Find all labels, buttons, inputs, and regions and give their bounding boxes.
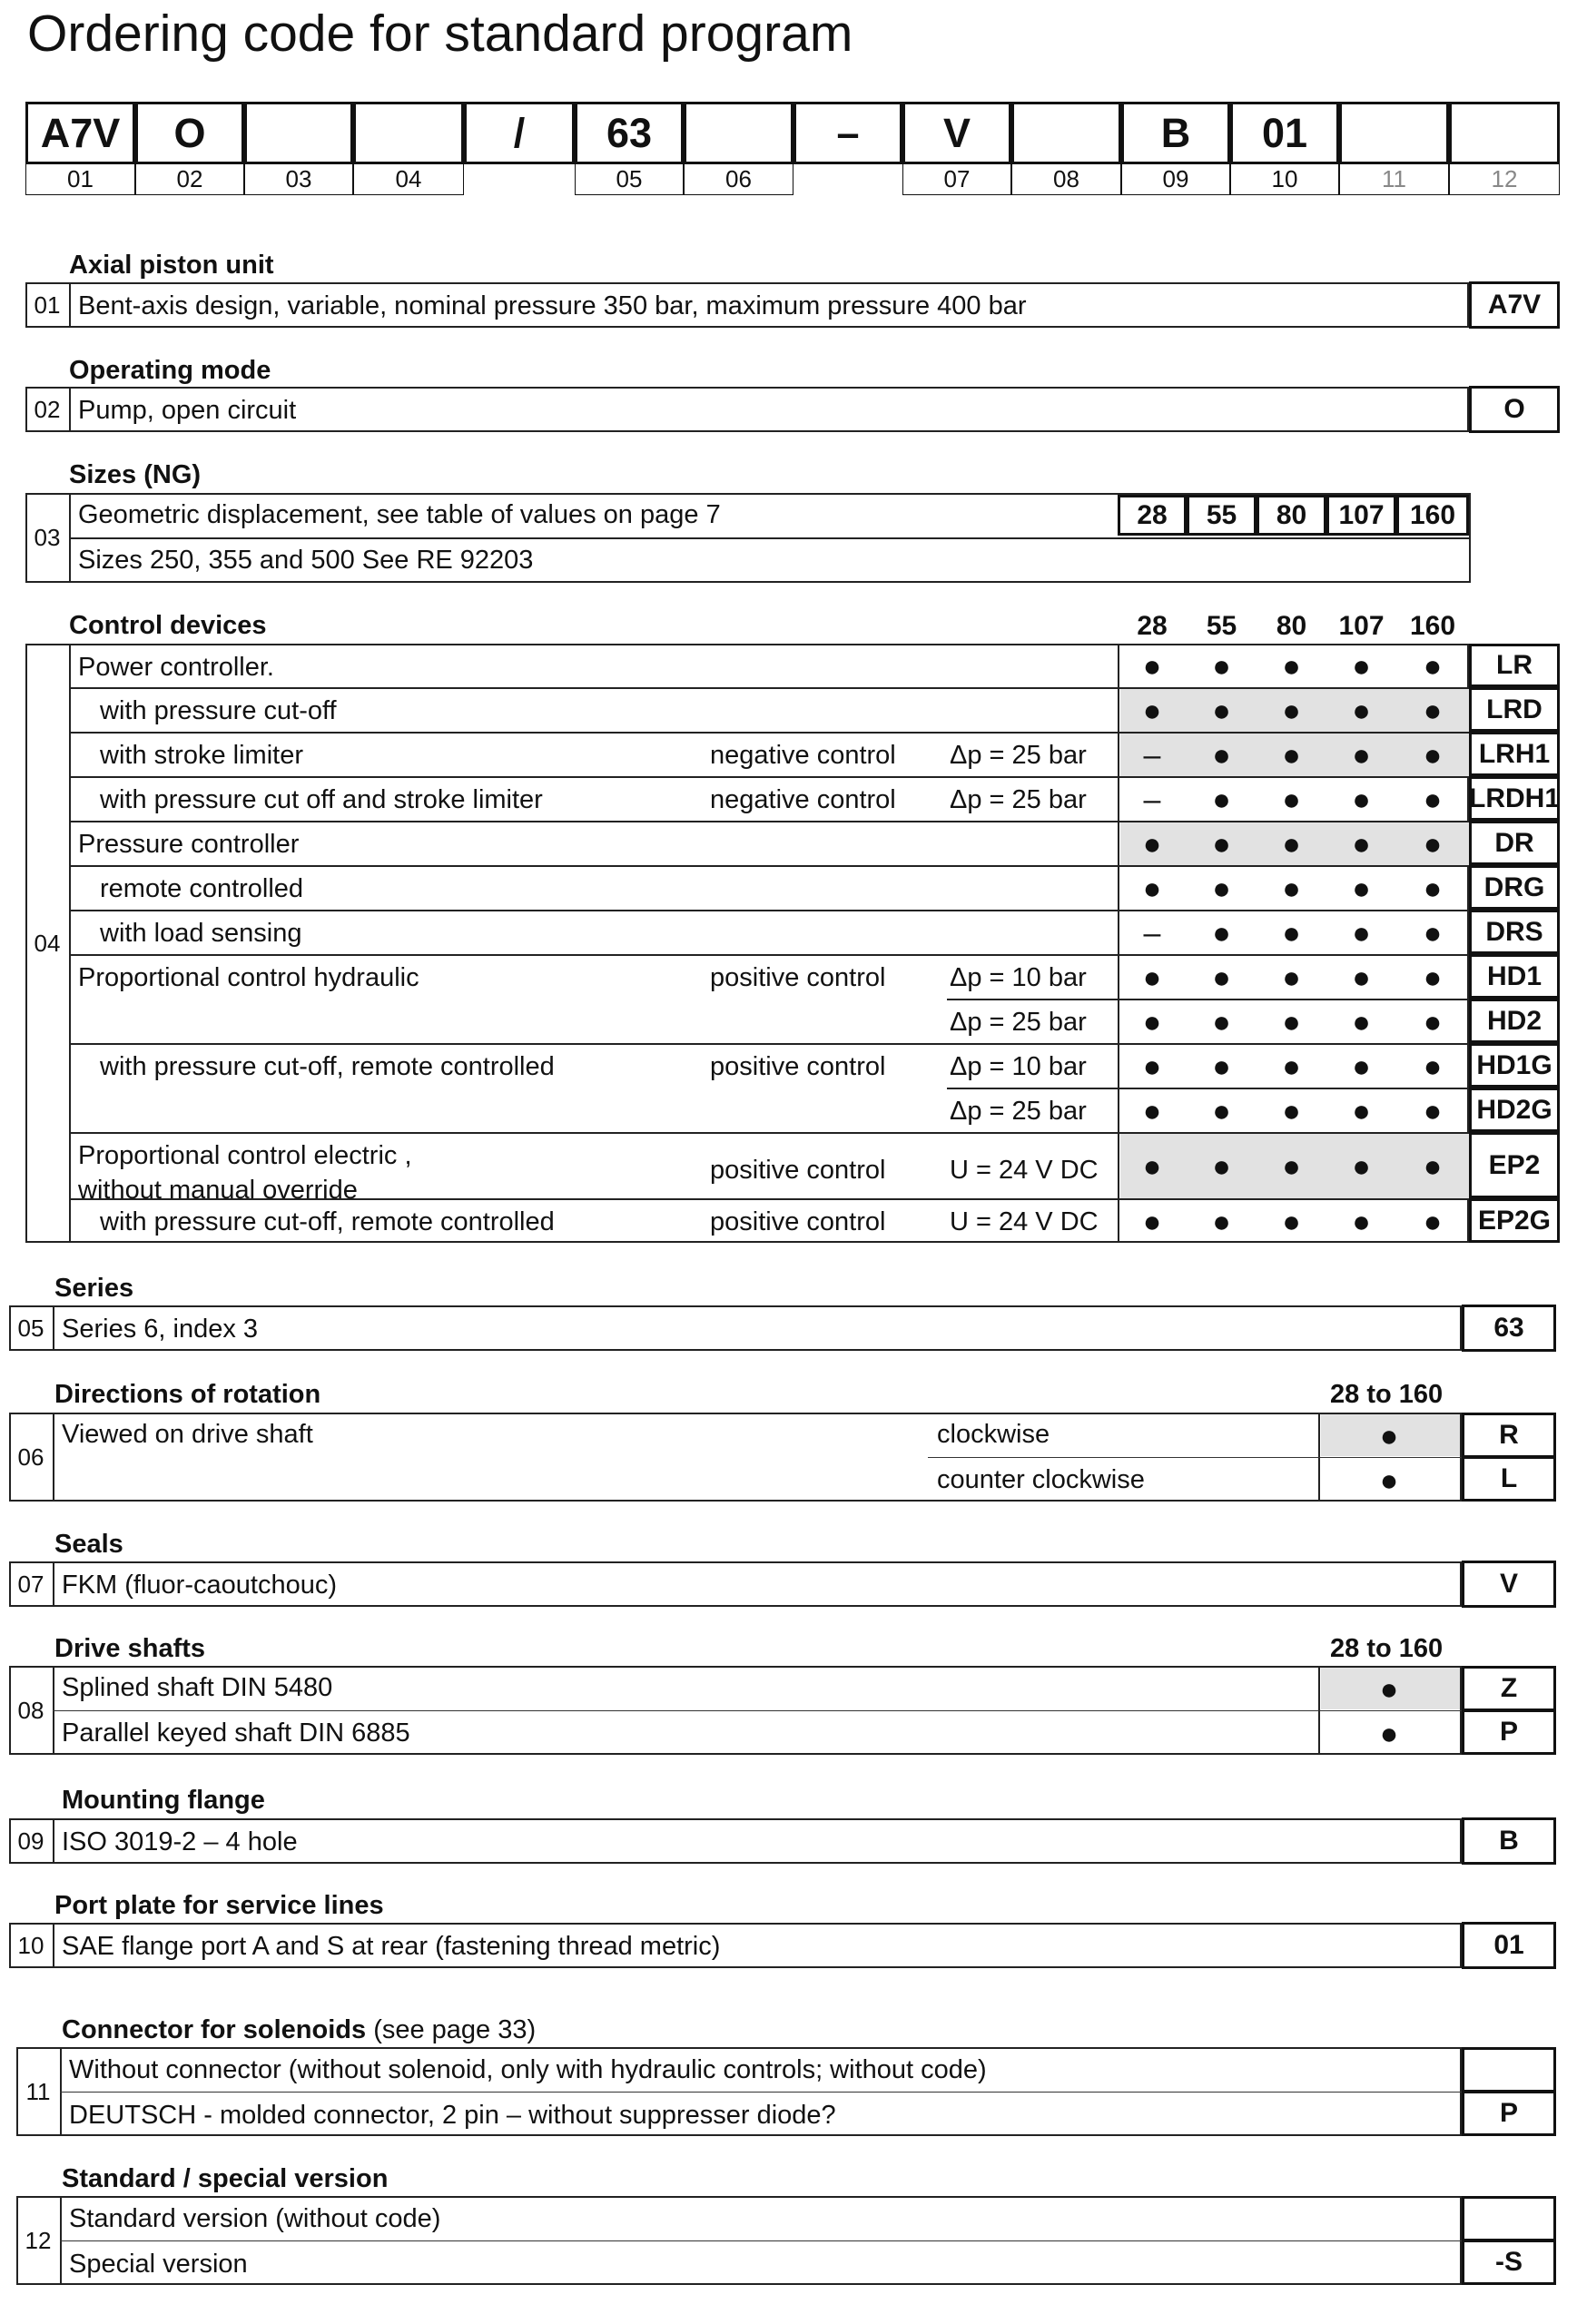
control-parameter: Δp = 25 bar bbox=[950, 741, 1087, 770]
option-text: Special version bbox=[69, 2250, 248, 2279]
availability-dot: ● bbox=[1379, 1672, 1399, 1707]
control-label: without manual override bbox=[78, 1176, 358, 1205]
availability-dot: ● bbox=[1142, 1205, 1162, 1239]
code-position-number: 06 bbox=[684, 164, 793, 195]
availability-dot: ● bbox=[1142, 872, 1162, 906]
availability-dot: ● bbox=[1379, 1419, 1399, 1453]
availability-dot: ● bbox=[1423, 1005, 1443, 1039]
code-position-number: 12 bbox=[1449, 164, 1560, 195]
code-box: 01 bbox=[1462, 1922, 1556, 1969]
control-mode: positive control bbox=[710, 1052, 886, 1081]
code-cell bbox=[1339, 102, 1449, 164]
position-number: 04 bbox=[34, 929, 61, 957]
code-box: P bbox=[1462, 1709, 1556, 1755]
section-heading: Mounting flange bbox=[62, 1786, 265, 1815]
option-text: Pump, open circuit bbox=[78, 396, 297, 425]
availability-dot: ● bbox=[1423, 783, 1443, 817]
code-box: 63 bbox=[1462, 1305, 1556, 1352]
size-value: 55 bbox=[1187, 495, 1257, 536]
availability-dot: ● bbox=[1423, 1149, 1443, 1184]
availability-dot: ● bbox=[1352, 1205, 1371, 1239]
option-text: Sizes 250, 355 and 500 See RE 92203 bbox=[78, 546, 534, 575]
control-mode: positive control bbox=[710, 1156, 886, 1185]
control-parameter: U = 24 V DC bbox=[950, 1156, 1099, 1185]
availability-dot: ● bbox=[1212, 1049, 1231, 1084]
availability-dot: ● bbox=[1352, 649, 1371, 684]
control-parameter: Δp = 10 bar bbox=[950, 1052, 1087, 1081]
control-label: with load sensing bbox=[100, 919, 302, 948]
option-text: clockwise bbox=[937, 1420, 1050, 1449]
position-number: 02 bbox=[34, 395, 61, 423]
availability-dot: ● bbox=[1352, 694, 1371, 728]
availability-dot: ● bbox=[1423, 649, 1443, 684]
availability-dot: ● bbox=[1352, 960, 1371, 995]
availability-dot: ● bbox=[1212, 1005, 1231, 1039]
code-position-number: 04 bbox=[353, 164, 464, 195]
option-text: FKM (fluor-caoutchouc) bbox=[62, 1571, 337, 1600]
control-label: Power controller. bbox=[78, 653, 274, 682]
position-number: 06 bbox=[17, 1443, 44, 1471]
code-box bbox=[1462, 2047, 1556, 2093]
availability-dot: ● bbox=[1423, 738, 1443, 773]
control-parameter: Δp = 25 bar bbox=[950, 1097, 1087, 1126]
not-available-mark: – bbox=[1143, 783, 1161, 817]
size-header: 28 bbox=[1137, 611, 1168, 641]
code-box: V bbox=[1462, 1561, 1556, 1608]
availability-dot: ● bbox=[1142, 649, 1162, 684]
section-heading: Seals bbox=[54, 1530, 123, 1559]
section-heading: Port plate for service lines bbox=[54, 1891, 384, 1920]
availability-dot: ● bbox=[1142, 827, 1162, 862]
size-value: 28 bbox=[1118, 495, 1187, 536]
option-text: DEUTSCH - molded connector, 2 pin – without suppresser diode? bbox=[69, 2101, 836, 2130]
availability-dot: ● bbox=[1423, 916, 1443, 950]
availability-dot: ● bbox=[1282, 916, 1301, 950]
availability-dot: ● bbox=[1142, 1049, 1162, 1084]
availability-dot: ● bbox=[1282, 1005, 1301, 1039]
availability-dot: ● bbox=[1212, 1149, 1231, 1184]
availability-dot: ● bbox=[1423, 827, 1443, 862]
size-value: 80 bbox=[1257, 495, 1326, 536]
availability-dot: ● bbox=[1212, 649, 1231, 684]
code-cell: O bbox=[135, 102, 244, 164]
option-text: Splined shaft DIN 5480 bbox=[62, 1673, 333, 1702]
availability-dot: ● bbox=[1142, 1005, 1162, 1039]
availability-dot: ● bbox=[1352, 1149, 1371, 1184]
control-parameter: Δp = 25 bar bbox=[950, 1008, 1087, 1037]
option-text: Parallel keyed shaft DIN 6885 bbox=[62, 1718, 410, 1748]
availability-dot: ● bbox=[1212, 738, 1231, 773]
option-text: Without connector (without solenoid, only with hydraulic controls; without code) bbox=[69, 2055, 987, 2084]
availability-dot: ● bbox=[1282, 694, 1301, 728]
availability-dot: ● bbox=[1142, 1149, 1162, 1184]
position-number: 09 bbox=[17, 1827, 44, 1855]
control-mode: negative control bbox=[710, 741, 896, 770]
code-box: R bbox=[1462, 1413, 1556, 1458]
availability-dot: ● bbox=[1282, 738, 1301, 773]
code-cell bbox=[353, 102, 464, 164]
code-box: HD1 bbox=[1469, 954, 1560, 999]
availability-dot: ● bbox=[1282, 960, 1301, 995]
code-box: EP2 bbox=[1469, 1132, 1560, 1198]
code-position-number: 10 bbox=[1230, 164, 1339, 195]
availability-dot: ● bbox=[1379, 1463, 1399, 1498]
availability-dot: ● bbox=[1282, 1205, 1301, 1239]
code-box: HD2 bbox=[1469, 999, 1560, 1043]
option-text: ISO 3019-2 – 4 hole bbox=[62, 1827, 298, 1856]
option-text: Series 6, index 3 bbox=[62, 1315, 259, 1344]
code-cell: B bbox=[1121, 102, 1230, 164]
position-number: 03 bbox=[34, 524, 61, 551]
availability-dot: ● bbox=[1423, 1205, 1443, 1239]
code-box: L bbox=[1462, 1456, 1556, 1502]
code-cell: – bbox=[793, 102, 902, 164]
option-text: Geometric displacement, see table of values on page 7 bbox=[78, 500, 721, 529]
availability-dot: ● bbox=[1282, 827, 1301, 862]
size-value: 160 bbox=[1396, 495, 1469, 536]
section-heading: Series bbox=[54, 1274, 134, 1303]
position-number: 10 bbox=[17, 1931, 44, 1959]
code-cell: 63 bbox=[575, 102, 684, 164]
range-header: 28 to 160 bbox=[1330, 1634, 1444, 1663]
code-cell: / bbox=[464, 102, 575, 164]
availability-dot: ● bbox=[1423, 872, 1443, 906]
option-text: SAE flange port A and S at rear (fastening thread metric) bbox=[62, 1932, 721, 1961]
option-text: Standard version (without code) bbox=[69, 2204, 441, 2233]
availability-dot: ● bbox=[1423, 694, 1443, 728]
availability-dot: ● bbox=[1423, 960, 1443, 995]
code-cell bbox=[1011, 102, 1121, 164]
control-label: Proportional control electric , bbox=[78, 1141, 412, 1170]
not-available-mark: – bbox=[1143, 916, 1161, 950]
availability-dot: ● bbox=[1423, 1094, 1443, 1128]
section-heading: Connector for solenoids (see page 33) bbox=[62, 2015, 537, 2044]
availability-dot: ● bbox=[1282, 649, 1301, 684]
availability-dot: ● bbox=[1282, 1149, 1301, 1184]
code-box: DRS bbox=[1469, 910, 1560, 954]
code-box: LRD bbox=[1469, 687, 1560, 732]
code-cell: 01 bbox=[1230, 102, 1339, 164]
option-text: Bent-axis design, variable, nominal pressure 350 bar, maximum pressure 400 bar bbox=[78, 291, 1027, 320]
position-number: 05 bbox=[17, 1314, 44, 1342]
code-position-number: 09 bbox=[1121, 164, 1230, 195]
availability-dot: ● bbox=[1212, 960, 1231, 995]
code-position-number: 01 bbox=[25, 164, 135, 195]
code-box bbox=[1462, 2196, 1556, 2241]
control-label: with pressure cut-off bbox=[100, 696, 337, 725]
section-heading: Drive shafts bbox=[54, 1634, 206, 1663]
control-label: with pressure cut-off, remote controlled bbox=[100, 1052, 555, 1081]
availability-dot: ● bbox=[1142, 694, 1162, 728]
availability-dot: ● bbox=[1282, 1049, 1301, 1084]
code-cell bbox=[1449, 102, 1560, 164]
range-header: 28 to 160 bbox=[1330, 1380, 1444, 1409]
code-cell bbox=[684, 102, 793, 164]
code-position-number: 03 bbox=[244, 164, 353, 195]
availability-dot: ● bbox=[1212, 1094, 1231, 1128]
availability-dot: ● bbox=[1282, 872, 1301, 906]
size-header: 107 bbox=[1338, 611, 1385, 641]
code-cell: A7V bbox=[25, 102, 135, 164]
option-text: Viewed on drive shaft bbox=[62, 1420, 313, 1449]
control-parameter: Δp = 10 bar bbox=[950, 963, 1087, 992]
availability-dot: ● bbox=[1352, 872, 1371, 906]
control-mode: positive control bbox=[710, 963, 886, 992]
code-position-number: 02 bbox=[135, 164, 244, 195]
code-box: HD2G bbox=[1469, 1088, 1560, 1132]
control-label: Proportional control hydraulic bbox=[78, 963, 419, 992]
code-box: A7V bbox=[1469, 281, 1560, 329]
code-box: EP2G bbox=[1469, 1198, 1560, 1243]
availability-dot: ● bbox=[1282, 1094, 1301, 1128]
section-heading: Control devices bbox=[69, 611, 267, 640]
availability-dot: ● bbox=[1352, 1094, 1371, 1128]
availability-dot: ● bbox=[1212, 783, 1231, 817]
availability-dot: ● bbox=[1379, 1717, 1399, 1751]
page-title: Ordering code for standard program bbox=[27, 5, 853, 63]
code-position-number: 08 bbox=[1011, 164, 1121, 195]
availability-dot: ● bbox=[1212, 694, 1231, 728]
control-label: Pressure controller bbox=[78, 830, 300, 859]
availability-dot: ● bbox=[1142, 960, 1162, 995]
size-header: 55 bbox=[1206, 611, 1237, 641]
control-label: with pressure cut off and stroke limiter bbox=[100, 785, 543, 814]
availability-dot: ● bbox=[1352, 738, 1371, 773]
option-text: counter clockwise bbox=[937, 1465, 1145, 1494]
code-position-number: 11 bbox=[1339, 164, 1449, 195]
code-position-number: 05 bbox=[575, 164, 684, 195]
code-box: B bbox=[1462, 1817, 1556, 1865]
availability-dot: ● bbox=[1282, 783, 1301, 817]
code-position-number: 07 bbox=[902, 164, 1011, 195]
control-parameter: U = 24 V DC bbox=[950, 1207, 1099, 1236]
code-box: Z bbox=[1462, 1666, 1556, 1711]
section-heading: Axial piston unit bbox=[69, 251, 274, 280]
availability-dot: ● bbox=[1212, 916, 1231, 950]
availability-dot: ● bbox=[1352, 1005, 1371, 1039]
position-number: 08 bbox=[17, 1696, 44, 1724]
availability-dot: ● bbox=[1212, 827, 1231, 862]
code-box: LR bbox=[1469, 644, 1560, 687]
section-heading: Operating mode bbox=[69, 356, 271, 385]
control-mode: negative control bbox=[710, 785, 896, 814]
position-number: 11 bbox=[25, 2077, 51, 2105]
control-label: with pressure cut-off, remote controlled bbox=[100, 1207, 555, 1236]
code-box: HD1G bbox=[1469, 1043, 1560, 1088]
size-header: 80 bbox=[1276, 611, 1307, 641]
availability-dot: ● bbox=[1352, 783, 1371, 817]
control-parameter: Δp = 25 bar bbox=[950, 785, 1087, 814]
section-heading: Directions of rotation bbox=[54, 1380, 321, 1409]
availability-dot: ● bbox=[1212, 872, 1231, 906]
section-heading: Standard / special version bbox=[62, 2164, 389, 2193]
code-cell bbox=[244, 102, 353, 164]
availability-dot: ● bbox=[1352, 827, 1371, 862]
code-box: P bbox=[1462, 2091, 1556, 2136]
code-box: O bbox=[1469, 386, 1560, 433]
control-label: remote controlled bbox=[100, 874, 304, 903]
size-header: 160 bbox=[1409, 611, 1456, 641]
availability-dot: ● bbox=[1142, 1094, 1162, 1128]
size-value: 107 bbox=[1326, 495, 1396, 536]
position-number: 12 bbox=[25, 2226, 52, 2254]
control-mode: positive control bbox=[710, 1207, 886, 1236]
code-cell: V bbox=[902, 102, 1011, 164]
code-box: LRDH1 bbox=[1469, 776, 1560, 821]
availability-dot: ● bbox=[1352, 916, 1371, 950]
position-number: 01 bbox=[34, 290, 61, 319]
section-heading: Sizes (NG) bbox=[69, 460, 202, 489]
availability-dot: ● bbox=[1212, 1205, 1231, 1239]
availability-dot: ● bbox=[1352, 1049, 1371, 1084]
availability-dot: ● bbox=[1423, 1049, 1443, 1084]
position-number: 07 bbox=[17, 1570, 44, 1598]
code-box: LRH1 bbox=[1469, 732, 1560, 776]
not-available-mark: – bbox=[1143, 738, 1161, 773]
control-label: with stroke limiter bbox=[100, 741, 303, 770]
code-box: -S bbox=[1462, 2240, 1556, 2285]
code-box: DR bbox=[1469, 821, 1560, 865]
code-box: DRG bbox=[1469, 865, 1560, 910]
